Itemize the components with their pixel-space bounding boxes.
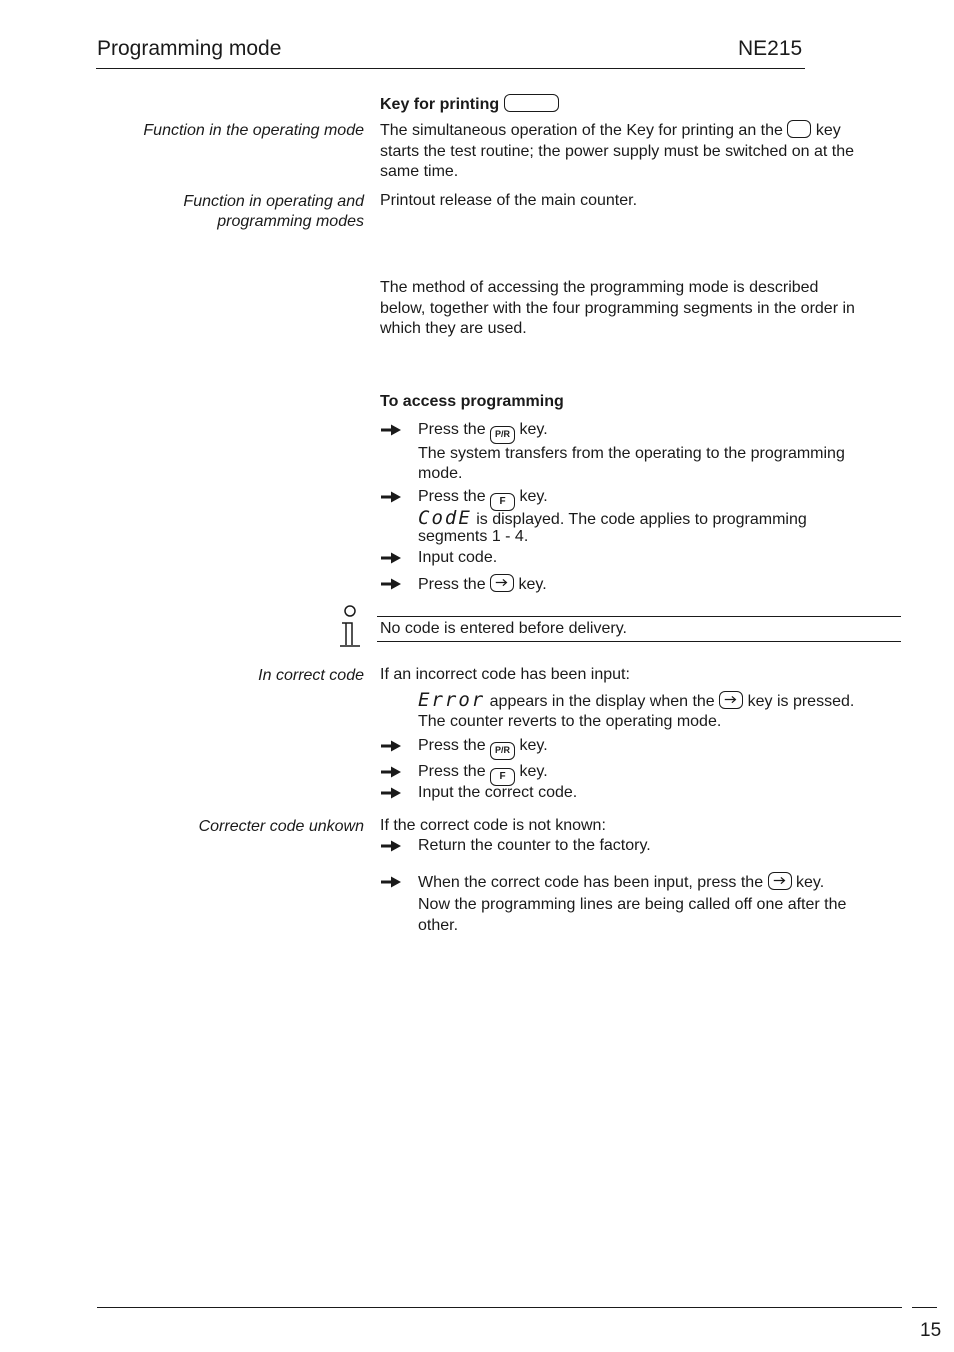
f-key-icon: F [490, 768, 515, 786]
enter-key-icon [719, 691, 743, 709]
final-text-b: key. [796, 874, 825, 891]
print-key-icon [504, 94, 559, 112]
model-name: NE215 [738, 37, 803, 60]
header-divider [96, 68, 805, 69]
step-press-f [418, 487, 898, 511]
step-press-enter [418, 574, 898, 595]
key-printing-heading [380, 94, 900, 116]
enter-key-icon [490, 574, 514, 592]
printout-text: Printout release of the main counter. [380, 192, 638, 209]
arrow-bullet-icon [381, 876, 401, 888]
enter-key-icon [768, 872, 792, 890]
key-printing-text-1d: same time. [380, 163, 459, 180]
key-printing-text-1b: key [815, 122, 841, 139]
access-heading: To access programming [380, 393, 564, 410]
f-key-icon: F [490, 493, 515, 511]
step1-note-2: mode. [418, 465, 463, 482]
incorrect-intro: If an incorrect code has been input: [380, 666, 630, 683]
arrow-bullet-icon [381, 766, 401, 778]
key-word: key. [519, 763, 548, 780]
code-note-1: is displayed. The code applies to programming [476, 511, 807, 528]
key-word: key. [518, 576, 547, 593]
key-printing-heading-text: Key for printing [380, 96, 500, 113]
arrow-bullet-icon [381, 840, 401, 852]
blank-key-icon [787, 120, 811, 138]
pr-key-icon: P/R [490, 426, 515, 444]
info-icon [338, 605, 362, 649]
arrow-bullet-icon [381, 740, 401, 752]
arrow-bullet-icon [381, 578, 401, 590]
final-text-d: other. [418, 917, 459, 934]
footer-page-rule [912, 1307, 937, 1308]
press-the-text: Press the [418, 488, 486, 505]
press-the-text: Press the [418, 763, 486, 780]
code-note-2: segments 1 - 4. [418, 528, 529, 545]
intro-line-2: below, together with the four programming segments in the order in [380, 299, 855, 317]
footer-divider [97, 1307, 902, 1308]
step-press-pr [418, 420, 898, 484]
error-display-segment: Error [418, 689, 486, 711]
step1-note-1: The system transfers from the operating to the programming [418, 445, 845, 462]
unknown-intro: If the correct code is not known: [380, 817, 606, 834]
side-label-incorrect-code: In correct code [258, 667, 364, 684]
press-the-text: Press the [418, 576, 486, 593]
code-display-segment: CodE [418, 507, 472, 529]
note-bottom-rule [377, 641, 901, 642]
error-note-2: The counter reverts to the operating mode. [418, 713, 722, 730]
note-top-rule [377, 616, 901, 617]
final-text-a: When the correct code has been input, press the [418, 874, 764, 891]
step-input-correct-code: Input the correct code. [418, 784, 578, 801]
key-word: key. [519, 421, 548, 438]
key-word: key. [519, 737, 548, 754]
final-text-c: Now the programming lines are being called off one after the [418, 895, 847, 913]
page-number: 15 [920, 1320, 942, 1341]
key-printing-text-1a: The simultaneous operation of the Key for printing an the [380, 122, 783, 139]
error-display-note [418, 690, 898, 732]
code-display-note [418, 507, 898, 545]
intro-paragraph [380, 278, 900, 340]
key-printing-text-1c: starts the test routine; the power supply must be switched on at the [380, 142, 855, 160]
step-return-factory: Return the counter to the factory. [418, 837, 651, 854]
intro-line-3: which they are used. [380, 320, 527, 337]
side-label-both-modes-1: Function in operating and [183, 193, 364, 210]
key-word: key. [519, 488, 548, 505]
step-final [418, 872, 898, 937]
side-label-both-modes [183, 192, 364, 232]
key-printing-paragraph [380, 120, 900, 183]
arrow-bullet-icon [381, 424, 401, 436]
step-input-code: Input code. [418, 549, 498, 566]
press-the-text: Press the [418, 421, 486, 438]
arrow-bullet-icon [381, 491, 401, 503]
arrow-bullet-icon [381, 787, 401, 799]
side-label-both-modes-2: programming modes [217, 213, 364, 230]
press-the-text: Press the [418, 737, 486, 754]
step-press-pr-again [418, 736, 898, 760]
side-label-operating-mode: Function in the operating mode [143, 122, 364, 139]
error-note-1b: key is pressed. [747, 693, 855, 710]
intro-line-1: The method of accessing the programming mode is described [380, 279, 819, 296]
arrow-bullet-icon [381, 552, 401, 564]
page-section-title: Programming mode [97, 37, 282, 60]
error-note-1a: appears in the display when the [489, 693, 715, 710]
pr-key-icon: P/R [490, 742, 515, 760]
note-text: No code is entered before delivery. [380, 620, 627, 637]
side-label-code-unknown: Correcter code unkown [198, 818, 364, 835]
